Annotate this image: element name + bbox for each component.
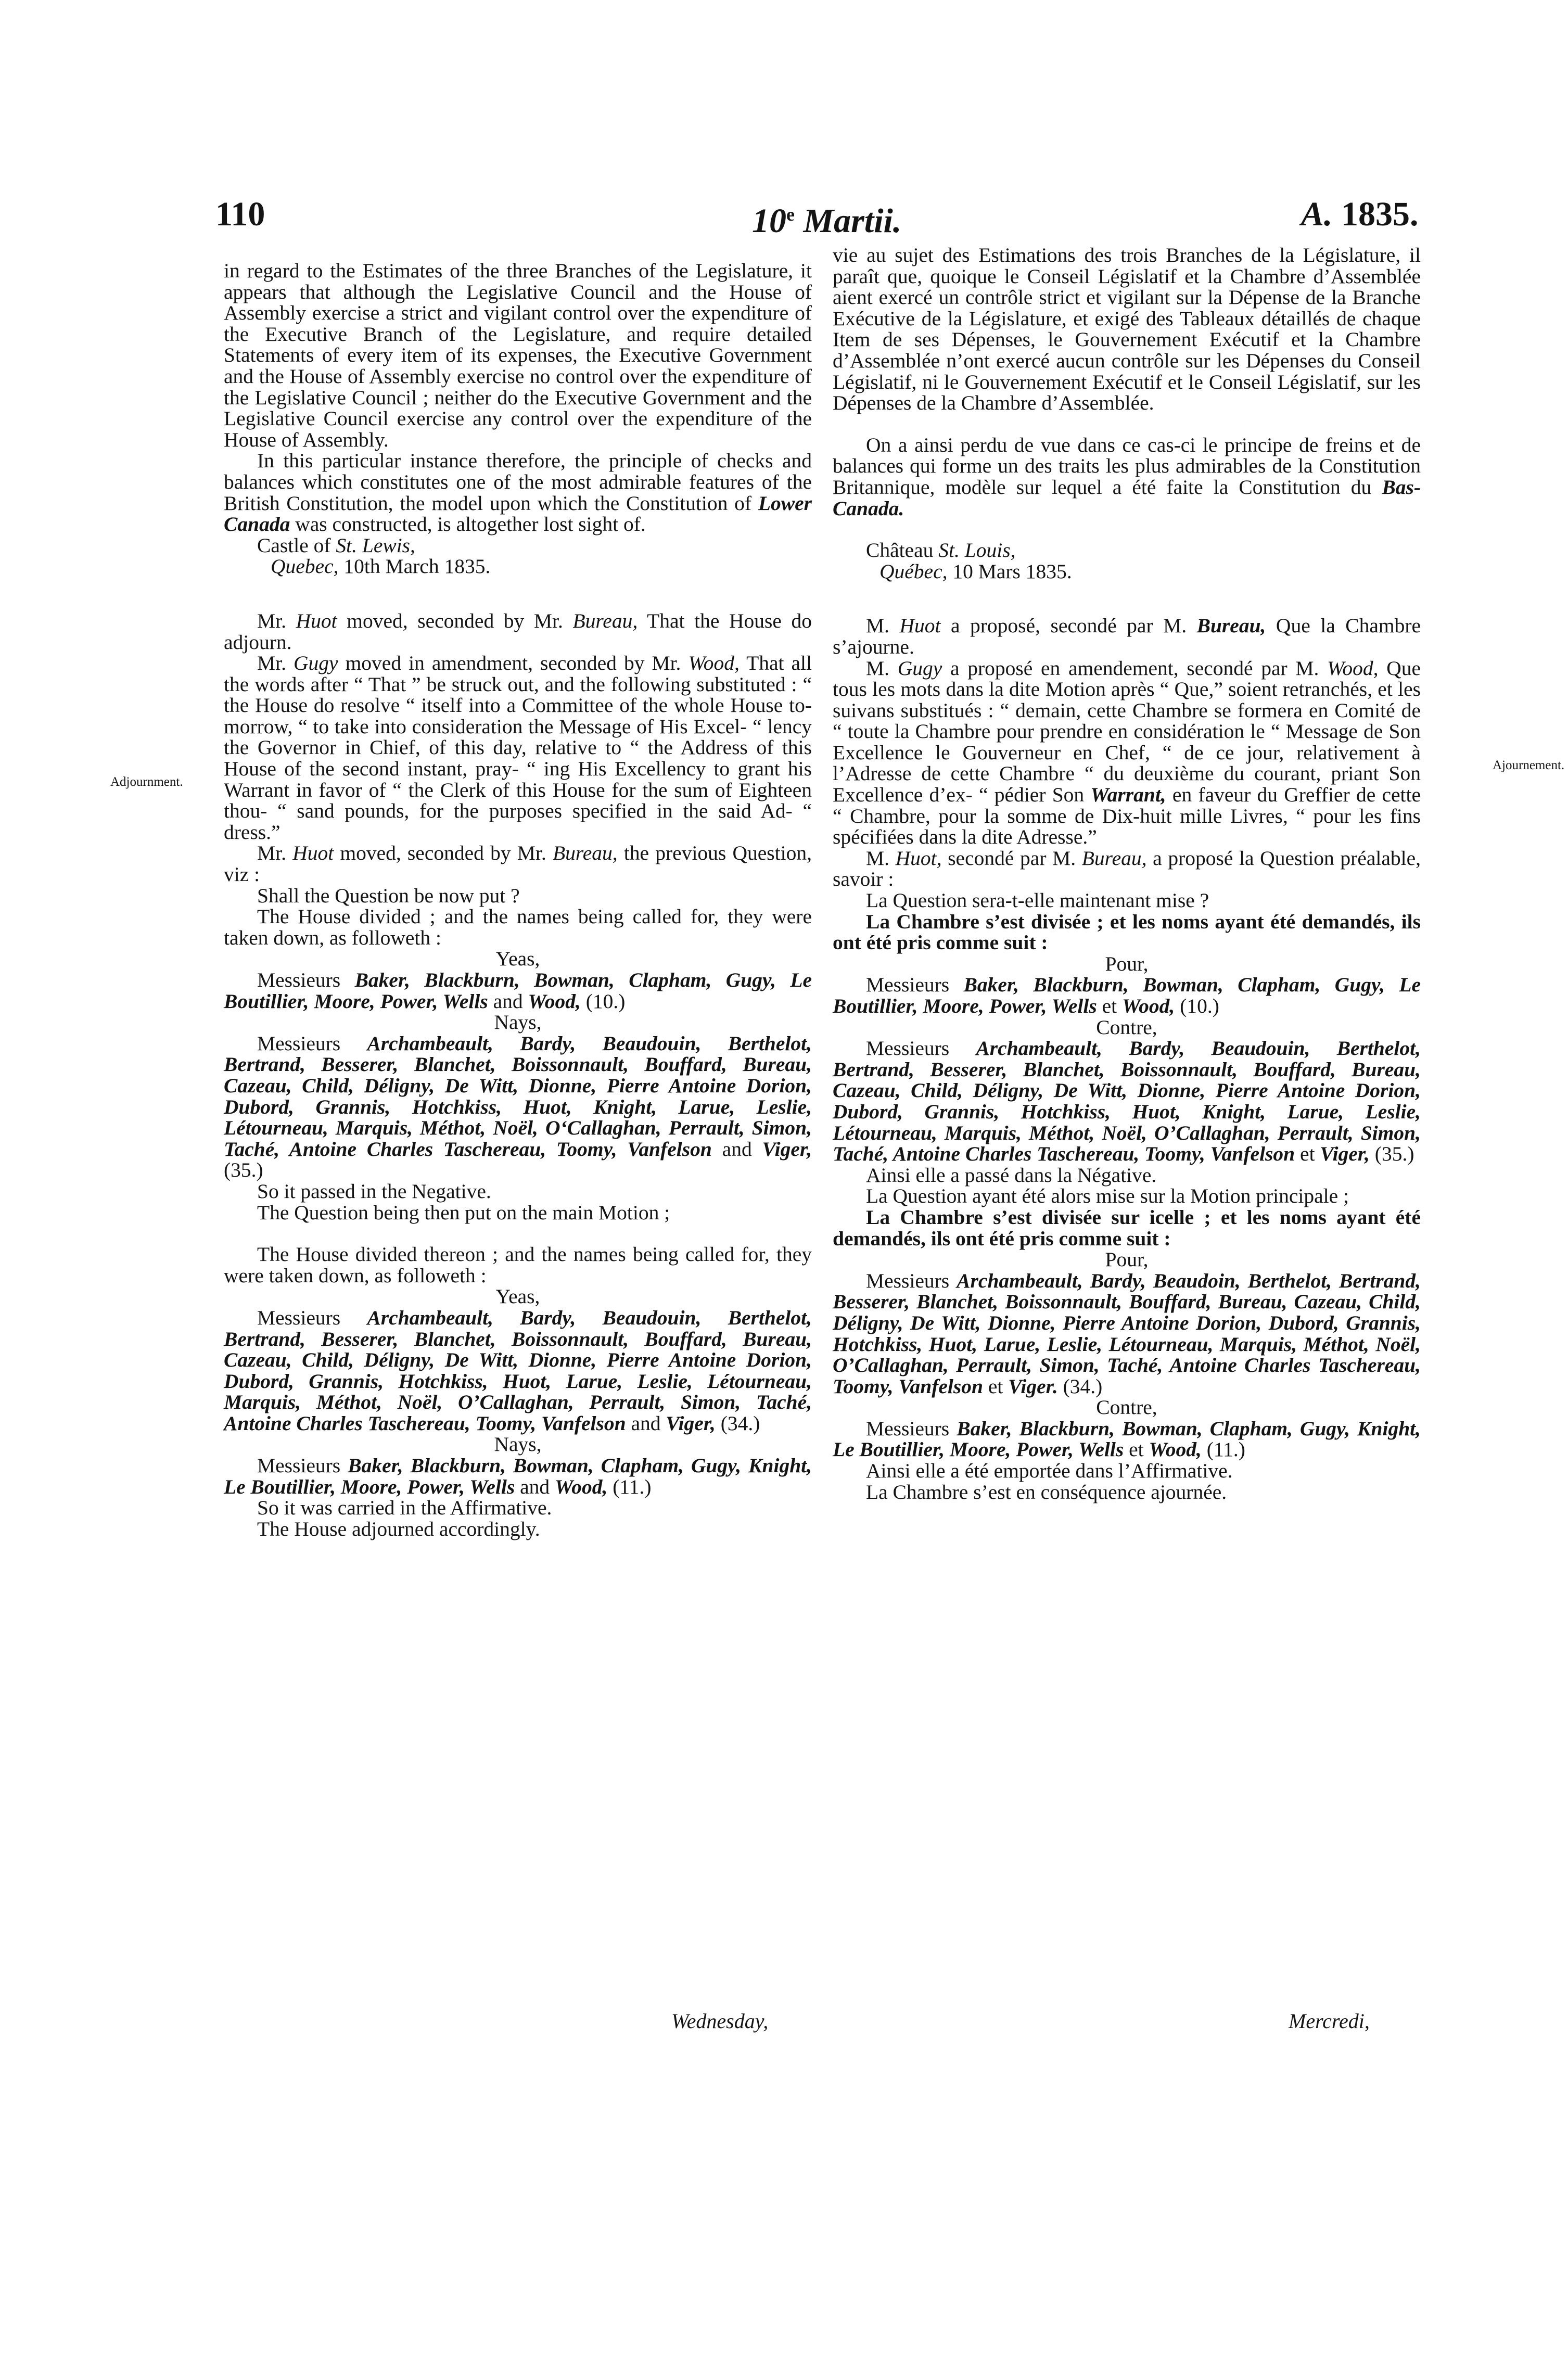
- year-value: 1835.: [1341, 195, 1419, 233]
- main-motion: La Question ayant été alors mise sur la Motion principale ;: [866, 1184, 1349, 1208]
- result: Ainsi elle a passé dans la Négative.: [866, 1163, 1157, 1187]
- paragraph: in regard to the Estimates of the three Branches of the Legislature, it appears that although the Legislative Council and the House of Assembly exercise a strict and vigilant control over the expenditure of the Executive Branch of the Legislature, and require detailed Statements of every item of its expenses, the Executive Government and the House of Assembly exercise no control over the expenditure of the Legislative Council ; neither do the Executive Government and the Legislative Council exercise any control over the expenditure of the House of Assembly.: [224, 259, 812, 451]
- division: La Chambre s’est divisée sur icelle ; et les noms ayant été demandés, ils ont été pris comme suit :: [833, 1205, 1421, 1250]
- page-date-header: [752, 194, 901, 242]
- paragraph: In this particular instance therefore, the principle of checks and balances which constitutes one of the most admirable features of the British Constitution, the model upon which the Constitution of Lower Canada was constructed, is altogether lost sight of.: [224, 449, 812, 536]
- page-year-header: [1301, 194, 1419, 235]
- vote-list: Messieurs Baker, Blackburn, Bowman, Clapham, Gugy, Le Boutillier, Moore, Power, Wells and Wood, (10.): [224, 968, 812, 1013]
- vote-list: Messieurs Baker, Blackburn, Bowman, Clapham, Gugy, Knight, Le Boutillier, Moore, Power, Wells et Wood, (11.): [833, 1417, 1421, 1461]
- adjourned: The House adjourned accordingly.: [257, 1517, 540, 1540]
- motion-previous-question: Mr. Huot moved, seconded by Mr. Bureau, the previous Question, viz :: [224, 842, 812, 886]
- main-motion: The Question being then put on the main Motion ;: [257, 1201, 670, 1224]
- margin-note-adjournment: Adjournment.: [110, 775, 183, 789]
- motion-amendment: M. Gugy a proposé en amendement, secondé par M. Wood, Que tous les mots dans la dite Motion après “ Que,” soient retranchés, et les suivans substitués : “ demain, cette Chambre se formera en Comité de “ toute la Chambre pour prendre en considération le “ Message de Son Excellence le Gouverneur en Chef, “ de ce jour, relativement à l’Adresse de cette Chambre “ du deuxième du courant, priant Son Excellence d’ex- “ pédier Son Warrant, en faveur du Greffier de cette “ Chambre, pour la somme de Dix-huit mille Livres, “ pour les fins spécifiées dans la dite Adresse.”: [833, 656, 1421, 849]
- vote-heading: Contre,: [1096, 1015, 1157, 1039]
- question: La Question sera-t-elle maintenant mise ?: [866, 889, 1209, 912]
- vote-list: Messieurs Archambeault, Bardy, Beaudouin, Berthelot, Bertrand, Besserer, Blanchet, Boissonnault, Bouffard, Bureau, Cazeau, Child, Déligny, De Witt, Dionne, Pierre Antoine Dorion, Dubord, Grannis, Hotchkiss, Huot, Knight, Larue, Leslie, Létourneau, Marquis, Méthot, Noël, O‘Callaghan, Perrault, Simon, Taché, Antoine Charles Taschereau, Toomy, Vanfelson and Viger, (35.): [224, 1031, 812, 1182]
- adjourned: La Chambre s’est en conséquence ajournée.: [866, 1480, 1227, 1503]
- signature-date: Quebec, 10th March 1835.: [271, 555, 491, 578]
- catchword-french: Mercredi,: [1289, 2009, 1370, 2033]
- result: Ainsi elle a été emportée dans l’Affirmative.: [866, 1459, 1233, 1483]
- vote-list: Messieurs Archambeault, Bardy, Beaudouin, Berthelot, Bertrand, Besserer, Blanchet, Boissonnault, Bouffard, Bureau, Cazeau, Child, Déligny, De Witt, Dionne, Pierre Antoine Dorion, Dubord, Grannis, Hotchkiss, Huot, Knight, Larue, Leslie, Létourneau, Marquis, Méthot, Noël, O’Callaghan, Perrault, Simon, Taché, Antoine Charles Taschereau, Toomy, Vanfelson et Viger, (35.): [833, 1037, 1421, 1166]
- vote-heading: Nays,: [494, 1433, 542, 1456]
- motion-previous-question: M. Huot, secondé par M. Bureau, a proposé la Question préalable, savoir :: [833, 846, 1421, 891]
- vote-heading: Yeas,: [495, 947, 540, 971]
- date-month: Martii.: [803, 202, 902, 240]
- date-superscript: e: [786, 204, 795, 225]
- question: Shall the Question be now put ?: [257, 884, 520, 907]
- division: The House divided thereon ; and the names being called for, they were taken down, as followeth :: [224, 1243, 812, 1287]
- vote-heading: Contre,: [1096, 1396, 1157, 1419]
- vote-list: Messieurs Archambeault, Bardy, Beaudouin, Berthelot, Bertrand, Besserer, Blanchet, Boissonnault, Bouffard, Bureau, Cazeau, Child, Déligny, De Witt, Dionne, Pierre Antoine Dorion, Dubord, Grannis, Hotchkiss, Huot, Larue, Leslie, Létourneau, Marquis, Méthot, Noël, O’Callaghan, Perrault, Simon, Taché, Antoine Charles Taschereau, Toomy, Vanfelson and Viger, (34.): [224, 1306, 812, 1435]
- signature-date: Québec, 10 Mars 1835.: [879, 559, 1072, 583]
- vote-heading: Nays,: [494, 1011, 542, 1034]
- vote-list: Messieurs Baker, Blackburn, Bowman, Clapham, Gugy, Le Boutillier, Moore, Power, Wells et Wood, (10.): [833, 973, 1421, 1017]
- signature-place: Château St. Louis,: [866, 539, 1016, 562]
- catchword-english: Wednesday,: [671, 2009, 769, 2033]
- vote-heading: Pour,: [1105, 952, 1149, 975]
- date-day: 10: [752, 202, 786, 240]
- vote-list: Messieurs Baker, Blackburn, Bowman, Clapham, Gugy, Knight, Le Boutillier, Moore, Power, Wells and Wood, (11.): [224, 1454, 812, 1498]
- vote-list: Messieurs Archambeault, Bardy, Beaudoin, Berthelot, Bertrand, Besserer, Blanchet, Boissonnault, Bouffard, Bureau, Cazeau, Child, Déligny, De Witt, Dionne, Pierre Antoine Dorion, Dubord, Grannis, Hotchkiss, Huot, Larue, Leslie, Létourneau, Marquis, Méthot, Noël, O’Callaghan, Perrault, Simon, Taché, Antoine Charles Taschereau, Toomy, Vanfelson et Viger. (34.): [833, 1269, 1421, 1398]
- vote-heading: Pour,: [1105, 1248, 1149, 1271]
- result: So it passed in the Negative.: [257, 1179, 491, 1203]
- paragraph: On a ainsi perdu de vue dans ce cas-ci le principe de freins et de balances qui forme un des traits les plus admirables de la Constitution Britannique, modèle sur lequel a été faite la Constitution du Bas-Canada.: [833, 433, 1421, 520]
- signature-place: Castle of St. Lewis,: [257, 533, 415, 557]
- division: La Chambre s’est divisée ; et les noms ayant été demandés, ils ont été pris comme suit :: [833, 910, 1421, 954]
- french-column: [833, 245, 1421, 1502]
- page-number: 110: [215, 195, 265, 233]
- motion-amendment: Mr. Gugy moved in amendment, seconded by Mr. Wood, That all the words after “ That ” be struck out, and the following substituted : “ the House do resolve “ itself into a Committee of the whole House to-morrow, “ to take into consideration the Message of His Excel- “ lency the Governor in Chief, of this day, relative to “ the Address of this House of the second instant, pray- “ ing His Excellency to grant his Warrant in favor of “ the Clerk of this House for the sum of Eighteen thou- “ sand pounds, for the purposes specified in the said Ad- “ dress.”: [224, 652, 812, 844]
- motion-adjourn: Mr. Huot moved, seconded by Mr. Bureau, That the House do adjourn.: [224, 609, 812, 654]
- motion-adjourn: M. Huot a proposé, secondé par M. Bureau, Que la Chambre s’ajourne.: [833, 614, 1421, 658]
- year-prefix: A.: [1301, 195, 1333, 233]
- margin-note-ajournement: Ajournement.: [1493, 758, 1565, 772]
- english-column: [224, 260, 812, 1539]
- vote-heading: Yeas,: [495, 1285, 540, 1308]
- division: The House divided ; and the names being called for, they were taken down, as followeth :: [224, 905, 812, 949]
- result: So it was carried in the Affirmative.: [257, 1496, 552, 1520]
- paragraph: vie au sujet des Estimations des trois Branches de la Législature, il paraît que, quoique le Conseil Législatif et la Chambre d’Assemblée aient exercé un contrôle strict et vigilant sur la Dépense de la Branche Exécutive de la Législature, et exigé des Tableaux détaillés de chaque Item de ses Dépenses, le Gouvernement Exécutif et la Chambre d’Assemblée n’ont exercé aucun contrôle sur les Dépenses du Conseil Législatif, ni le Gouvernement Exécutif et le Conseil Législatif, sur les Dépenses de la Chambre d’Assemblée.: [833, 244, 1421, 415]
